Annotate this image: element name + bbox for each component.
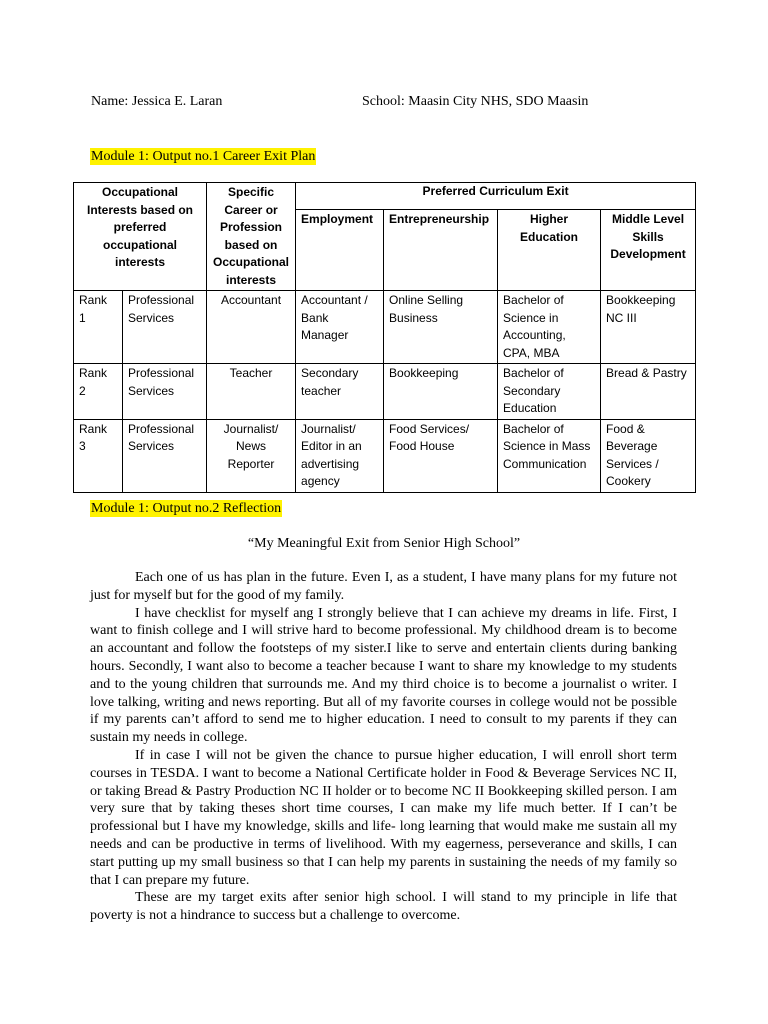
career-exit-plan-table [73, 182, 696, 493]
table-header-row [74, 183, 696, 210]
header-preferred-curriculum-exit: Preferred Curriculum Exit [296, 183, 696, 210]
header-specific-career: Specific Career or Profession based on Occupational interests [207, 183, 296, 291]
higher-education-cell: Bachelor of Science in Accounting, CPA, MBA [498, 291, 601, 364]
essay-title: “My Meaningful Exit from Senior High School” [247, 536, 521, 551]
table-row [74, 291, 696, 364]
employment-cell: Secondary teacher [296, 364, 384, 420]
middle-skills-cell: Bread & Pastry [601, 364, 696, 420]
middle-skills-cell: Bookkeeping NC III [601, 291, 696, 364]
table-row [74, 419, 696, 492]
rank-cell: Rank 2 [74, 364, 123, 420]
entrepreneurship-cell: Bookkeeping [384, 364, 498, 420]
essay-paragraph: Each one of us has plan in the future. Even I, as a student, I have many plans for my future not just for myself but for the good of my family. [90, 570, 677, 603]
interest-cell: Professional Services [123, 364, 207, 420]
header-middle-level-skills: Middle Level Skills Development [601, 210, 696, 291]
essay-paragraph: These are my target exits after senior high school. I will stand to my principle in life that poverty is not a hindrance to success but a challenge to overcome. [90, 890, 677, 924]
header-entrepreneurship: Entrepreneurship [384, 210, 498, 291]
section-1-title: Module 1: Output no.1 Career Exit Plan [91, 149, 316, 164]
essay-paragraph: I have checklist for myself ang I strongly believe that I can achieve my dreams in life. First, I want to finish college and I will strive hard to become professional. My childhood dream is to become an accountant and follow the footsteps of my sister.I like to serve and entertain clients during banking hours. Secondly, I want also to become a teacher because I want to share my knowledge to my students and to the young children that surrounds me. And my third choice is to become a journalist o writer. I love talking, writing and news reporting. But all of my favorite courses in college would not be possible if my parents can’t afford to send me to higher education. I need to consult to my parents if they can sustain my needs in college. [90, 605, 677, 746]
rank-cell: Rank 3 [74, 419, 123, 492]
middle-skills-cell: Food & Beverage Services / Cookery [601, 419, 696, 492]
entrepreneurship-cell: Food Services/ Food House [384, 419, 498, 492]
career-cell: Teacher [207, 364, 296, 420]
essay-paragraph: If in case I will not be given the chance to pursue higher education, I will enroll short term courses in TESDA. I want to become a National Certificate holder in Food & Beverage Services NC II, or taking Bread & Pastry Production NC II holder or to become NC II Bookkeeping skilled person. I am very sure that by taking theses short time courses, I can make my life much better. If I can’t be professional but I have my knowledge, skills and life- long learning that would make me sustain all my needs and can be productive in terms of livelihood. With my eagerness, perseverance and skills, I can start putting up my small business so that I can help my parents in sustaining the needs of my family so that I can prepare my future. [90, 747, 677, 888]
section-2-title: Module 1: Output no.2 Reflection [91, 501, 282, 516]
essay-body [90, 569, 677, 925]
rank-cell: Rank 1 [74, 291, 123, 364]
employment-cell: Journalist/ Editor in an advertising agency [296, 419, 384, 492]
employment-cell: Accountant / Bank Manager [296, 291, 384, 364]
header-higher-education: Higher Education [498, 210, 601, 291]
table-row [74, 364, 696, 420]
career-cell: Accountant [207, 291, 296, 364]
header-occupational-interests: Occupational Interests based on preferred occupational interests [74, 183, 207, 291]
student-name: Name: Jessica E. Laran [91, 94, 223, 109]
higher-education-cell: Bachelor of Secondary Education [498, 364, 601, 420]
career-cell: Journalist/ News Reporter [207, 419, 296, 492]
entrepreneurship-cell: Online Selling Business [384, 291, 498, 364]
interest-cell: Professional Services [123, 419, 207, 492]
higher-education-cell: Bachelor of Science in Mass Communication [498, 419, 601, 492]
interest-cell: Professional Services [123, 291, 207, 364]
header-employment: Employment [296, 210, 384, 291]
school-name: School: Maasin City NHS, SDO Maasin [362, 94, 589, 109]
